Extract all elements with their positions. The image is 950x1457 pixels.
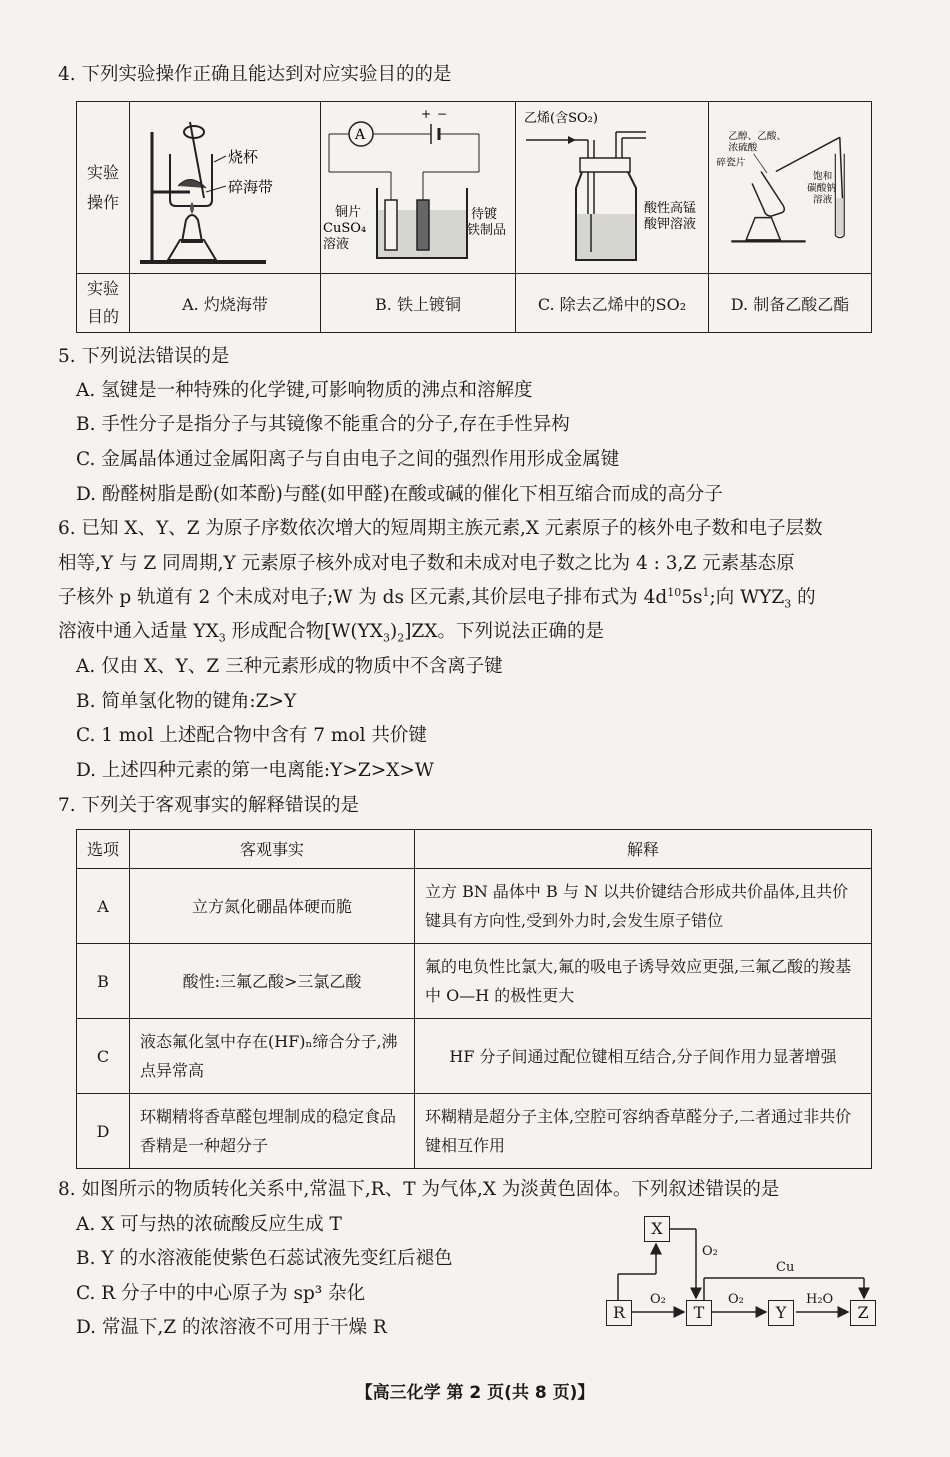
- q7-header-explain: 解释: [415, 830, 872, 869]
- q4-table: [76, 101, 872, 333]
- q7-row-c-option: C: [77, 1019, 130, 1094]
- q6-option-a: A. 仅由 X、Y、Z 三种元素形成的物质中不含离子键: [76, 656, 503, 677]
- q6-option-b: B. 简单氢化物的键角:Z>Y: [76, 691, 297, 712]
- q4-apparatus-a-drawing: [130, 102, 320, 273]
- node-y: Y: [768, 1300, 794, 1326]
- label-kmno4-1: 酸性高锰: [644, 201, 697, 216]
- q7-row-b-fact: 酸性:三氟乙酸>三氯乙酸: [130, 944, 415, 1019]
- q4-apparatus-a: [130, 102, 321, 274]
- q7-row-a-fact: 立方氮化硼晶体硬而脆: [130, 869, 415, 944]
- page-footer: 【高三化学 第 2 页(共 8 页)】: [355, 1383, 595, 1403]
- node-r: R: [606, 1300, 632, 1326]
- q7-row-a-explain: 立方 BN 晶体中 B 与 N 以共价键结合形成共价晶体,且共价键具有方向性,受到外力时,会发生原子错位: [415, 869, 872, 944]
- q8-option-c: C. R 分子中的中心原子为 sp³ 杂化: [76, 1283, 366, 1304]
- label-cuso4: CuSO₄: [323, 221, 367, 236]
- label-beaker: 烧杯: [228, 148, 259, 166]
- q4-apparatus-b-drawing: [321, 102, 515, 273]
- node-z: Z: [850, 1300, 876, 1326]
- node-x: X: [644, 1216, 670, 1242]
- q7-row-a-option: A: [77, 869, 130, 944]
- q5-stem: 5. 下列说法错误的是: [58, 346, 230, 367]
- q4-apparatus-c-drawing: [516, 102, 708, 273]
- q8-stem: 8. 如图所示的物质转化关系中,常温下,R、T 为气体,X 为淡黄色固体。下列叙述错误的是: [58, 1179, 780, 1200]
- label-iron-item: 铁制品: [467, 223, 507, 238]
- q4-apparatus-b: [321, 102, 516, 274]
- label-kelp: 碎海带: [228, 178, 274, 196]
- q7-header-fact: 客观事实: [130, 830, 415, 869]
- q4-row-header-purpose: 实验目的: [77, 274, 130, 333]
- q6-line-1: 6. 已知 X、Y、Z 为原子序数依次增大的短周期主族元素,X 元素原子的核外电子数和电子层数: [58, 518, 823, 539]
- q7-table: [76, 829, 872, 1169]
- label-kmno4-2: 酸钾溶液: [644, 217, 697, 232]
- q6-line-4: 溶液中通入适量 $YX_3$ 形成配合物$[W(YX_3)_2]ZX$。下列说法正确的是: [58, 621, 604, 645]
- q6-line-3: 子核外 p 轨道有 2 个未成对电子;W 为 ds 区元素,其价层电子排布式为 $4d^{10}5s^1$;向 $WYZ_3$ 的: [58, 585, 816, 611]
- q4-apparatus-c: [516, 102, 709, 274]
- label-x-to-t: O₂: [702, 1244, 718, 1259]
- label-h2so4: 浓硫酸: [728, 142, 758, 154]
- q4-purpose-b: B. 铁上镀铜: [321, 274, 516, 333]
- label-ethylene-so2: 乙烯(含SO₂): [524, 111, 598, 126]
- label-porcelain: 碎瓷片: [716, 157, 746, 169]
- label-na2co3: 碳酸钠: [807, 182, 837, 194]
- q5-option-d: D. 酚醛树脂是酚(如苯酚)与醛(如甲醛)在酸或碱的催化下相互缩合而成的高分子: [76, 484, 723, 505]
- q4-purpose-a: A. 灼烧海带: [130, 274, 321, 333]
- q6-line-2: 相等,Y 与 Z 同周期,Y 元素原子核外成对电子数和未成对电子数之比为 4 : 3,Z 元素基态原: [58, 553, 795, 574]
- q5-option-b: B. 手性分子是指分子与其镜像不能重合的分子,存在手性异构: [76, 414, 570, 435]
- q4-stem: 4. 下列实验操作正确且能达到对应实验目的的是: [58, 64, 452, 85]
- label-cu: Cu: [776, 1260, 795, 1275]
- plus-sign: +: [421, 107, 432, 121]
- label-solution: 溶液: [323, 237, 350, 252]
- q7-row-c-explain: HF 分子间通过配位键相互结合,分子间作用力显著增强: [415, 1019, 872, 1094]
- label-to-be-plated: 待镀: [471, 207, 498, 222]
- label-reagents: 乙醇、乙酸、: [728, 130, 787, 142]
- q4-purpose-d: D. 制备乙酸乙酯: [709, 274, 872, 333]
- q6-option-d: D. 上述四种元素的第一电离能:Y>Z>X>W: [76, 760, 434, 781]
- minus-sign: −: [437, 107, 448, 121]
- q7-header-option: 选项: [77, 830, 130, 869]
- label-solution-d: 溶液: [813, 194, 833, 206]
- q8-arrows: [596, 1204, 892, 1344]
- q8-option-a: A. X 可与热的浓硫酸反应生成 T: [76, 1214, 342, 1235]
- q7-row-b-explain: 氟的电负性比氯大,氟的吸电子诱导效应更强,三氟乙酸的羧基中 O—H 的极性更大: [415, 944, 872, 1019]
- q7-stem: 7. 下列关于客观事实的解释错误的是: [58, 795, 360, 816]
- label-t-to-y: O₂: [728, 1292, 744, 1307]
- q7-row-c-fact: 液态氟化氢中存在(HF)ₙ缔合分子,沸点异常高: [130, 1019, 415, 1094]
- q4-apparatus-d-drawing: [709, 102, 871, 273]
- ammeter-label: A: [355, 127, 366, 143]
- q7-row-d-option: D: [77, 1094, 130, 1169]
- node-t: T: [686, 1300, 712, 1326]
- q4-purpose-c: C. 除去乙烯中的SO₂: [516, 274, 709, 333]
- q4-row-header-operation: 实验操作: [77, 102, 130, 274]
- q8-conversion-diagram: [596, 1204, 892, 1344]
- q8-option-d: D. 常温下,Z 的浓溶液不可用于干燥 R: [76, 1317, 387, 1338]
- q7-row-b-option: B: [77, 944, 130, 1019]
- q5-option-c: C. 金属晶体通过金属阳离子与自由电子之间的强烈作用形成金属键: [76, 449, 620, 470]
- label-y-to-z: H₂O: [806, 1292, 834, 1307]
- label-saturated: 饱和: [813, 170, 833, 182]
- q8-option-b: B. Y 的水溶液能使紫色石蕊试液先变红后褪色: [76, 1248, 453, 1269]
- label-copper-plate: 铜片: [335, 205, 362, 220]
- q6-option-c: C. 1 mol 上述配合物中含有 7 mol 共价键: [76, 725, 427, 746]
- label-r-to-t: O₂: [650, 1292, 666, 1307]
- q7-row-d-fact: 环糊精将香草醛包埋制成的稳定食品香精是一种超分子: [130, 1094, 415, 1169]
- q7-row-d-explain: 环糊精是超分子主体,空腔可容纳香草醛分子,二者通过非共价键相互作用: [415, 1094, 872, 1169]
- q5-option-a: A. 氢键是一种特殊的化学键,可影响物质的沸点和溶解度: [76, 380, 533, 401]
- q4-apparatus-d: [709, 102, 872, 274]
